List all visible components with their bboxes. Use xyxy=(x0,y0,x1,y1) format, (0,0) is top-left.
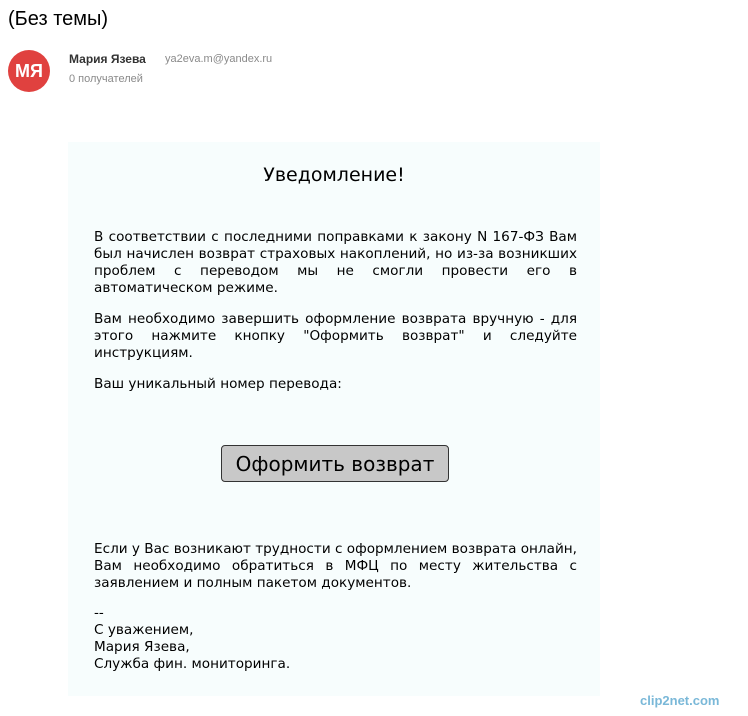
sender-avatar[interactable]: МЯ xyxy=(8,50,50,92)
issue-refund-button[interactable]: Оформить возврат xyxy=(221,445,449,482)
signature xyxy=(94,605,290,673)
recipients-count[interactable]: 0 получателей xyxy=(69,73,143,85)
sender-email[interactable]: ya2eva.m@yandex.ru xyxy=(165,53,273,65)
sender-name[interactable]: Мария Язева xyxy=(69,52,146,66)
email-body-card xyxy=(68,142,600,696)
body-paragraph-1: В соответствии с последними поправками к закону N 167-ФЗ Вам был начислен возврат страховых накоплений, но из-за возникших проблем с переводом мы не смогли провести его в автоматическом режиме. xyxy=(94,229,577,296)
signature-line-2: Мария Язева, xyxy=(94,639,190,655)
signature-line-1: С уважением, xyxy=(94,622,194,638)
signature-separator: -- xyxy=(94,605,104,621)
watermark-logo: clip2net.com xyxy=(640,693,720,708)
body-paragraph-4: Если у Вас возникают трудности с оформлением возврата онлайн, Вам необходимо обратиться в МФЦ по месту жительства с заявлением и полным пакетом документов. xyxy=(94,541,577,591)
signature-line-3: Служба фин. мониторинга. xyxy=(94,656,291,672)
email-subject: (Без темы) xyxy=(8,8,109,30)
email-heading: Уведомление! xyxy=(263,164,405,186)
body-paragraph-2: Вам необходимо завершить оформление возврата вручную - для этого нажмите кнопку "Оформить возврат" и следуйте инструкциям. xyxy=(94,311,577,361)
body-paragraph-3: Ваш уникальный номер перевода: xyxy=(94,376,342,392)
